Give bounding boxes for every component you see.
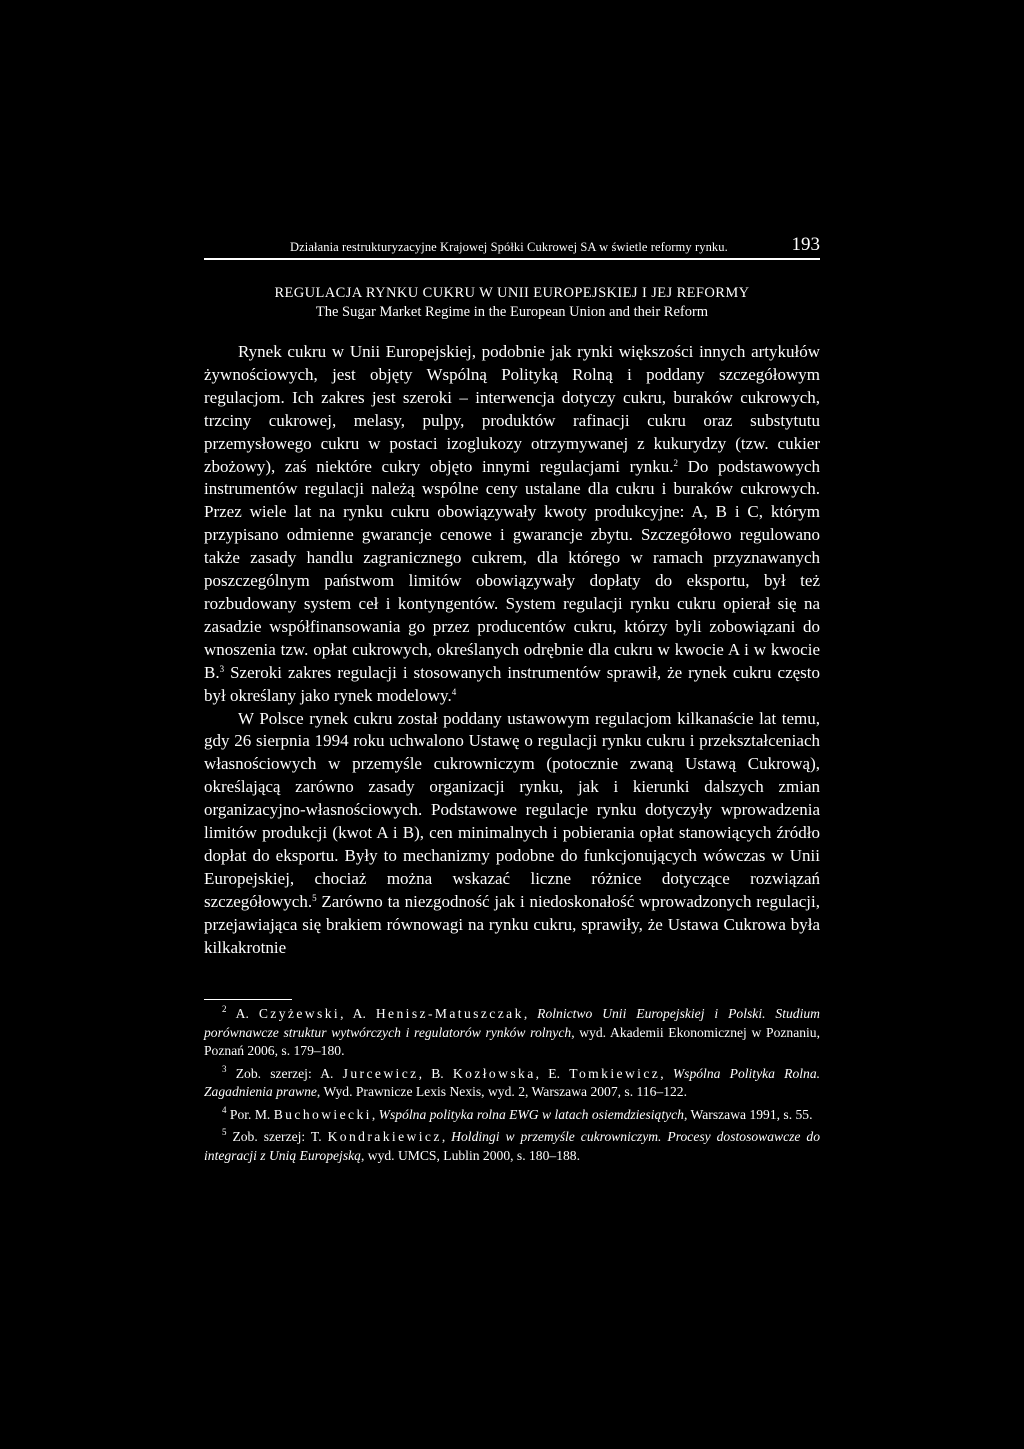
footnote-number: 4 <box>222 1104 227 1115</box>
footnote-ref[interactable]: 5 <box>312 892 317 903</box>
fn-text: A. <box>226 1006 259 1021</box>
fn-text: , <box>371 1106 379 1122</box>
section-title: REGULACJA RYNKU CUKRU W UNII EUROPEJSKIEJ I JEJ REFORMY <box>274 285 750 301</box>
fn-work-title: Wspólna Polityka Rolna. Zagadnienia prawne <box>204 1065 821 1099</box>
paragraph-1 <box>204 341 820 708</box>
fn-text: , Warszawa 1991, s. 55. <box>683 1106 813 1122</box>
fn-work-title: Holdingi w przemyśle cukrowniczym. Procesy dostosowawcze do integracji z Unią Europejską <box>204 1129 821 1163</box>
footnote-4 <box>204 1106 820 1125</box>
page-number: 193 <box>791 234 820 255</box>
footnote-2 <box>204 1005 820 1061</box>
fn-author: Czyżewski <box>258 1006 341 1021</box>
fn-text: Por. M. <box>226 1106 274 1122</box>
fn-work-title: Rolnictwo Unii Europejskiej i Polski. Studium porównawcze struktur wytwórczych i regulatorów rynków rolnych <box>204 1006 820 1040</box>
fn-text: , wyd. Akademii Ekonomicznej w Poznaniu, Poznań 2006, s. 179–180. <box>204 1024 820 1058</box>
footnote-number: 2 <box>222 1004 227 1014</box>
text-run: Szeroki zakres regulacji i stosowanych instrumentów sprawił, że rynek cukru często był określany jako rynek modelowy. <box>204 662 820 705</box>
paragraph-2 <box>204 708 820 960</box>
footnote-divider <box>204 999 292 1000</box>
fn-author: Kondrakiewicz <box>327 1129 442 1144</box>
fn-text: Zob. szerzej: T. <box>226 1129 328 1144</box>
running-header <box>204 232 820 260</box>
footnote-ref[interactable]: 4 <box>451 686 457 697</box>
fn-author: Henisz-Matuszczak <box>375 1006 524 1021</box>
text-run: Rynek cukru w Unii Europejskiej, podobnie jak rynki większości innych artykułów żywnościowych, jest objęty Wspólną Polityką Rolną i poddany szczegółowym regulacjom. Ich zakres jest szeroki – interwencja dotyczy cukru, buraków cukrowych, trzciny cukrowej, melasy, pulpy, produktów rafinacji cukru oraz substytutu przemysłowego cukru w postaci izoglukozy otrzymywanej z kukurydzy (tzw. cukier zbożowy), zaś niektóre cukry objęto innymi regulacjami rynku. <box>204 342 820 476</box>
footnote-number: 5 <box>222 1127 227 1137</box>
fn-author: Jurcewicz <box>342 1065 419 1081</box>
footnote-ref[interactable]: 2 <box>673 457 678 468</box>
fn-author: Kozłowska <box>452 1065 536 1081</box>
fn-text: , <box>523 1006 538 1021</box>
text-run: Zarówno ta niezgodność jak i niedoskonałość wprowadzonych regulacji, przejawiająca się brakiem równowagi na rynku cukru, sprawiły, że Ustawa Cukrowa była kilkakrotnie <box>204 891 820 957</box>
footnote-number: 3 <box>222 1063 227 1074</box>
fn-text: , E. <box>535 1065 570 1081</box>
body-text <box>204 341 820 959</box>
running-title: Działania restrukturyzacyjne Krajowej Spółki Cukrowej SA w świetle reformy rynku. <box>290 240 728 254</box>
footnote-3 <box>204 1065 820 1102</box>
footnote-ref[interactable]: 3 <box>219 663 225 674</box>
text-run: W Polsce rynek cukru został poddany ustawowym regulacjom kilkanaście lat temu, gdy 26 sierpnia 1994 roku uchwalono Ustawę o regulacji rynku cukru i przekształceniach własnościowych w przemyśle cukrowniczym (potocznie zwaną Ustawą Cukrową), określającą zarówno zasady organizacji rynku, jak i kierunki dalszych zmian organizacyjno-własnościowych. Podstawowe regulacje rynku dotyczyły wprowadzenia limitów produkcji (kwot A i B), cen minimalnych i pobierania opłat stanowiących źródło dopłat do eksportu. Były to mechanizmy podobne do funkcjonujących wówczas w Unii Europejskiej, chociaż można wskazać liczne różnice dotyczące rozwiązań szczegółowych. <box>204 708 820 911</box>
fn-author: Tomkiewicz <box>569 1065 661 1081</box>
fn-text: , A. <box>340 1006 376 1021</box>
fn-text: , <box>660 1065 673 1081</box>
fn-work-title: Wspólna polityka rolna EWG w latach osiemdziesiątych <box>378 1106 684 1122</box>
fn-text: , wyd. UMCS, Lublin 2000, s. 180–188. <box>360 1147 580 1163</box>
fn-text: , Wyd. Prawnicze Lexis Nexis, wyd. 2, Warszawa 2007, s. 116–122. <box>316 1084 687 1099</box>
fn-text: , <box>441 1129 452 1144</box>
section-subtitle: The Sugar Market Regime in the European Union and their Reform <box>315 304 709 320</box>
footnote-5 <box>204 1128 820 1165</box>
fn-text: Zob. szerzej: A. <box>226 1065 343 1081</box>
text-run: Do podstawowych instrumentów regulacji należą wspólne ceny ustalane dla cukru i buraków cukrowych. Przez wiele lat na rynku cukru obowiązywały kwoty produkcyjne: A, B i C, którym przypisano odmienne gwarancje cenowe i gwarancje zbytu. Szczegółowo regulowano także zasady handlu zagranicznego cukrem, dla którego w ramach przyznawanych poszczególnym państwom limitów obowiązywały dopłaty do eksportu, był też rozbudowany system ceł i kontyngentów. System regulacji rynku cukru opierał się na zasadzie współfinansowania go przez producentów cukru, którzy byli zobowiązani do wnoszenia tzw. opłat cukrowych, określanych odrębnie dla cukru w kwocie A i w kwocie B. <box>204 456 820 682</box>
fn-text: , B. <box>418 1065 453 1081</box>
footnotes <box>204 1005 820 1169</box>
fn-author: Buchowiecki <box>273 1106 372 1122</box>
